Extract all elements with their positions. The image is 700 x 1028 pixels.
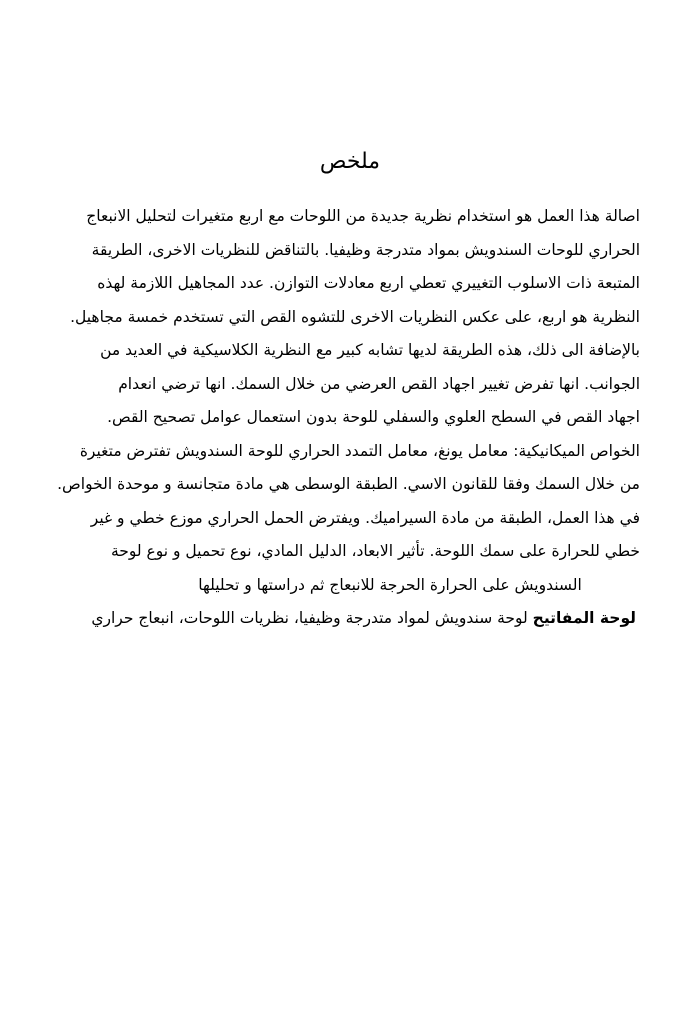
abstract-line: النظرية هو اربع، على عكس النظريات الاخرى للتشوه القص التي تستخدم خمسة مجاهيل. — [70, 307, 640, 326]
abstract-line: الخواص الميكانيكية: معامل يونغ، معامل التمدد الحراري للوحة السندويش تفترض متغيرة — [79, 441, 640, 460]
abstract-line: المتبعة ذات الاسلوب التغييري تعطي اربع معادلات التوازن. عدد المجاهيل اللازمة لهذه — [97, 274, 640, 292]
abstract-line: خطي للحرارة على سمك اللوحة. تأثير الابعاد، الدليل المادي، نوع تحميل و نوع لوحة — [110, 542, 640, 560]
abstract-line: السندويش على الحرارة الحرجة للانبعاج ثم دراستها و تحليلها — [198, 575, 582, 594]
keywords-line — [80, 602, 640, 636]
abstract-line: الجوانب. انها تفرض تغيير اجهاد القص العرضي من خلال السمك. انها ترضي انعدام — [118, 374, 640, 393]
keywords-text: لوحة سندويش لمواد متدرجة وظيفيا، نظريات اللوحات، انبعاج حراري — [91, 609, 533, 627]
abstract-line: من خلال السمك وفقا للقانون الاسي. الطبقة الوسطى هي مادة متجانسة و موحدة الخواص. — [57, 475, 640, 493]
abstract-line: في هذا العمل، الطبقة من مادة السيراميك. ويفترض الحمل الحراري موزع خطي و غير — [90, 508, 640, 527]
abstract-line: اجهاد القص في السطح العلوي والسفلي للوحة بدون استعمال عوامل تصحيح القص. — [107, 408, 640, 426]
abstract-line: الحراري للوحات السندويش بمواد متدرجة وظيفيا. بالتناقض للنظريات الاخرى، الطريقة — [91, 240, 640, 259]
abstract-line: بالإضافة الى ذلك، هذه الطريقة لديها تشابه كبير مع النظرية الكلاسيكية في العديد من — [100, 341, 640, 359]
abstract-line: اصالة هذا العمل هو استخدام نظرية جديدة من اللوحات مع اربع متغيرات لتحليل الانبعاج — [86, 207, 640, 225]
abstract-title: ملخص — [319, 149, 381, 174]
abstract-body — [57, 200, 640, 636]
keywords-label: لوحة المفاتيح — [532, 609, 636, 627]
